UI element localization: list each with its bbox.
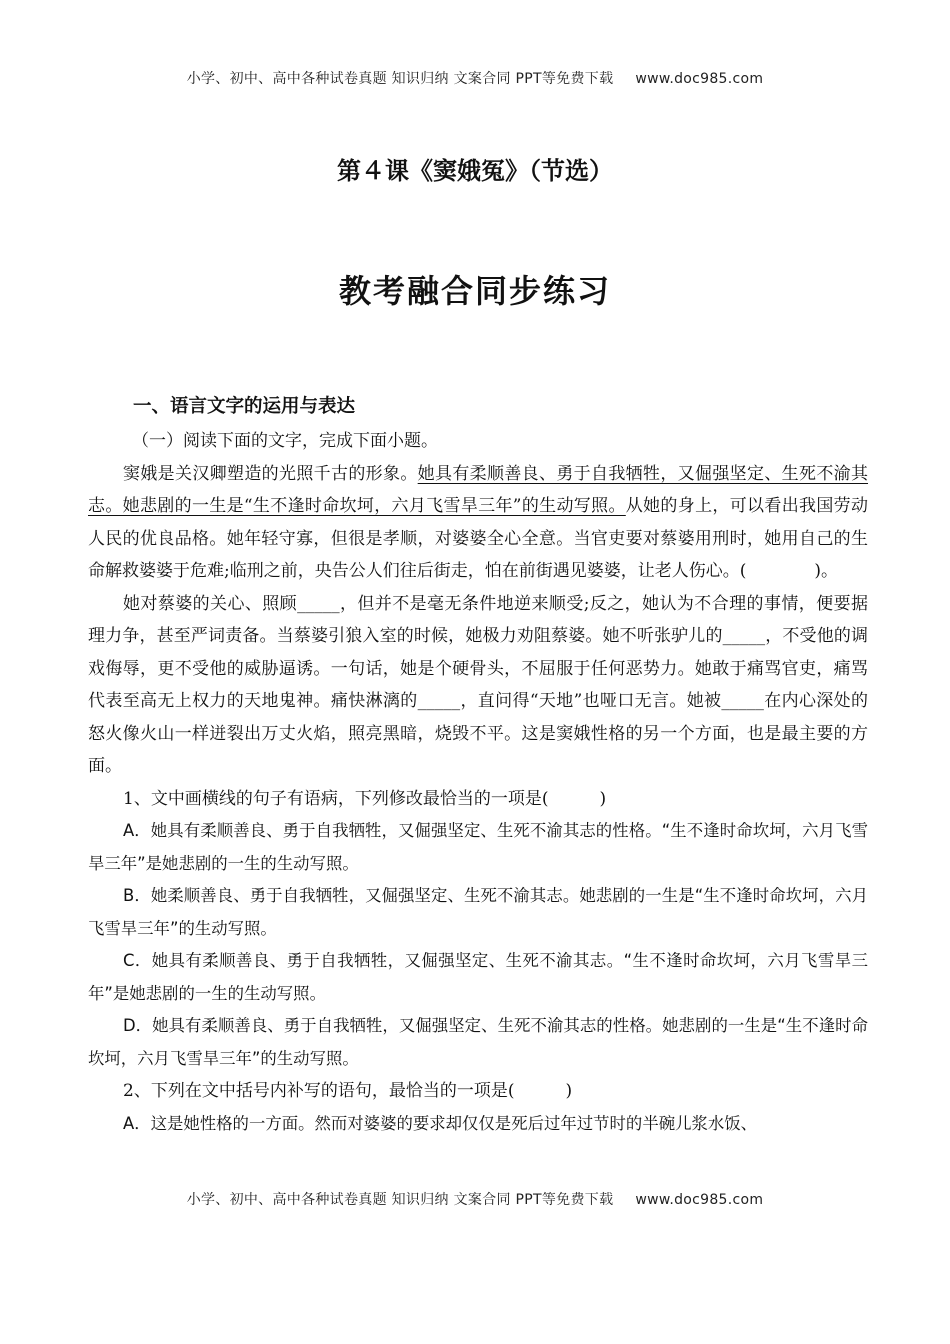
underlined-sentence: 她具有柔顺善良、勇于自我牺牲，又倔强坚定、生死不渝其志。她悲剧的一生是“生不逢时命坎坷，六月飞雪旱三年”的生动写照。 (88, 463, 869, 516)
footer-site-url: www.doc985.com (635, 1192, 764, 1208)
passage-p1-start: 窦娥是关汉卿塑造的光照千古的形象。 (123, 463, 418, 484)
header-site-url: www.doc985.com (635, 71, 764, 87)
header-text: 小学、初中、高中各种试卷真题 知识归纳 文案合同 PPT等免费下载 (186, 71, 614, 87)
footer-text: 小学、初中、高中各种试卷真题 知识归纳 文案合同 PPT等免费下载 (186, 1192, 614, 1208)
question-1-option-b: B．她柔顺善良、勇于自我牺牲，又倔强坚定、生死不渝其志。她悲剧的一生是“生不逢时命坎坷，六月飞雪旱三年”的生动写照。 (88, 886, 868, 938)
passage-paragraph-2: 她对蔡婆的关心、照顾_____，但并不是毫无条件地逆来顺受;反之，她认为不合理的事情，便要据理力争，甚至严词责备。当蔡婆引狼入室的时候，她极力劝阻蔡婆。她不听张驴儿的_____，不受他的调戏侮辱，更不受他的威胁逼诱。一句话，她是个硬骨头，不屈服于任何恶势力。她敢于痛骂官吏，痛骂代表至高无上权力的天地鬼神。痛快淋漓的_____，直问得“天地”也哑口无言。她被_____在内心深处的怒火像火山一样迸裂出万丈火焰，照亮黑暗，烧毁不平。这是窦娥性格的另一个方面，也是最主要的方面。 (88, 593, 868, 776)
question-1-option-a: A．她具有柔顺善良、勇于自我牺牲，又倔强坚定、生死不渝其志的性格。“生不逢时命坎坷，六月飞雪旱三年”是她悲剧的一生的生动写照。 (88, 821, 868, 873)
passage-p1-end: 从她的身上，可以看出我国劳动人民的优良品格。她年轻守寡，但很是孝顺，对婆婆全心全意。当官吏要对蔡婆用刑时，她用自己的生命解救婆婆于危难;临刑之前，央告公人们往后街走，怕在前街遇见婆婆，让老人伤心。( )。 (88, 496, 869, 581)
page-footer (0, 1189, 950, 1209)
page-header (0, 68, 950, 88)
question-2-option-a: A．这是她性格的一方面。然而对婆婆的要求却仅仅是死后过年过节时的半碗儿浆水饭、 (123, 1113, 758, 1133)
main-title: 教考融合同步练习 (338, 272, 611, 310)
section-heading: 一、语言文字的运用与表达 (133, 396, 356, 417)
question-2-stem: 2、下列在文中括号内补写的语句，最恰当的一项是( ) (123, 1081, 573, 1101)
question-1-option-c: C．她具有柔顺善良、勇于自我牺牲，又倔强坚定、生死不渝其志。“生不逢时命坎坷，六月飞雪旱三年”是她悲剧的一生的生动写照。 (88, 951, 868, 1003)
document-body (88, 425, 868, 1140)
part-intro: （一）阅读下面的文字，完成下面小题。 (132, 431, 438, 451)
lesson-title: 第４课《窦娥冤》（节选） (337, 157, 613, 185)
question-1-stem: 1、文中画横线的句子有语病，下列修改最恰当的一项是( ) (123, 788, 607, 809)
question-1-option-d: D．她具有柔顺善良、勇于自我牺牲，又倔强坚定、生死不渝其志的性格。她悲剧的一生是“生不逢时命坎坷，六月飞雪旱三年”的生动写照。 (88, 1016, 868, 1068)
passage-paragraph-1 (88, 458, 868, 588)
